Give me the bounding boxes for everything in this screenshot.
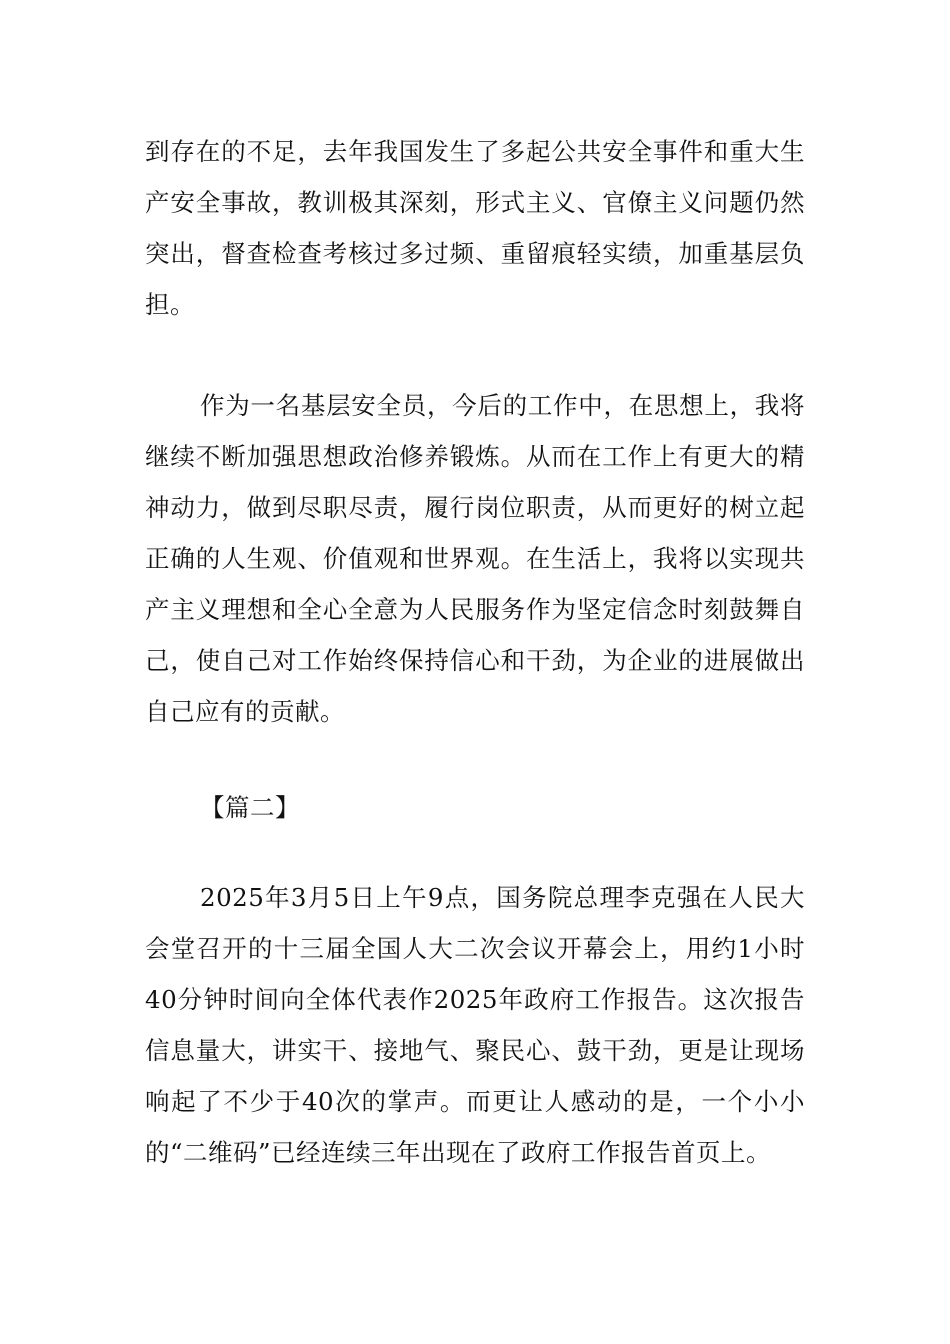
paragraph-continuation: 到存在的不足，去年我国发生了多起公共安全事件和重大生产安全事故，教训极其深刻，形式主义、官僚主义问题仍然突出，督查检查考核过多过频、重留痕轻实绩，加重基层负担。 — [145, 137, 805, 319]
section-heading-part-two: 【篇二】 — [200, 793, 300, 822]
paragraph-government-report: 2025年3月5日上午9点，国务院总理李克强在人民大会堂召开的十三届全国人大二次会议开幕会上，用约1小时40分钟时间向全体代表作2025年政府工作报告。这次报告信息量大，讲实干、接地气、聚民心、鼓干劲，更是让现场响起了不少于40次的掌声。而更让人感动的是，一个小小的“二维码”已经连续三年出现在了政府工作报告首页上。 — [145, 883, 805, 1167]
paragraph-safety-officer: 作为一名基层安全员，今后的工作中，在思想上，我将继续不断加强思想政治修养锻炼。从而在工作上有更大的精神动力，做到尽职尽责，履行岗位职责，从而更好的树立起正确的人生观、价值观和世界观。在生活上，我将以实现共产主义理想和全心全意为人民服务作为坚定信念时刻鼓舞自己，使自己对工作始终保持信心和干劲，为企业的进展做出自己应有的贡献。 — [145, 391, 805, 726]
